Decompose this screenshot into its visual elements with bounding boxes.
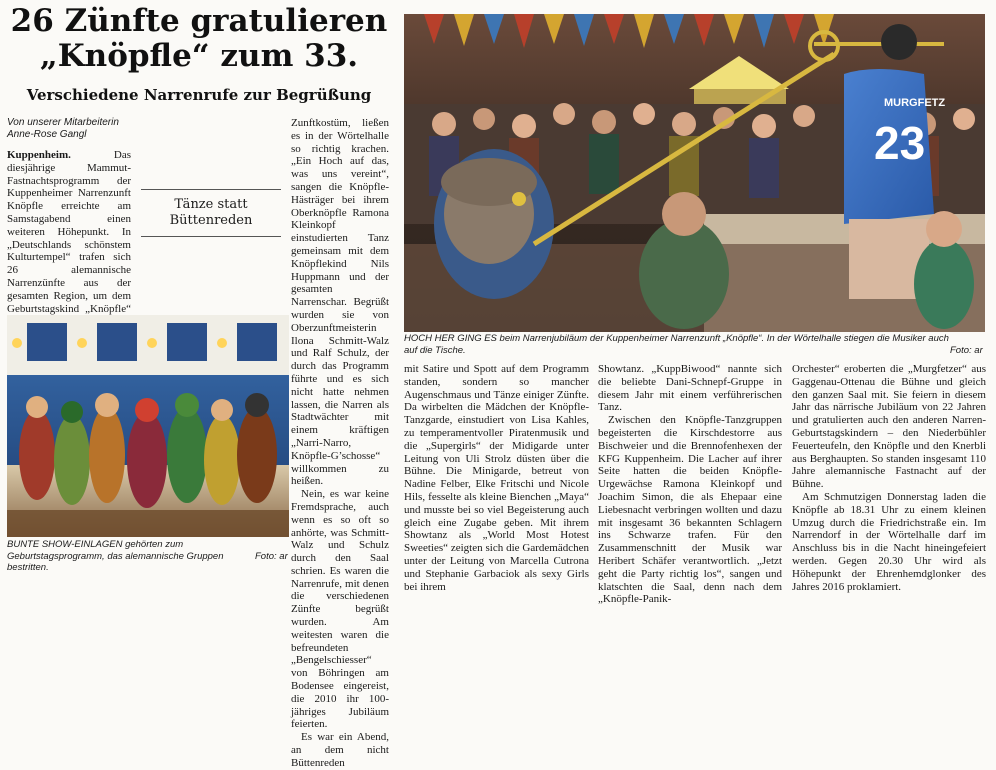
article-column-2 [291,117,389,769]
article-text-col4: Showtanz. „KuppBiwood“ nannte sich die beliebte Dani-Schnepf-Gruppe in diesem Jahr mit einem verführerischen Tanz. [598,363,782,414]
photo-festival-caption-lead: HOCH HER GING ES [404,333,497,344]
headline-line-1: 26 Zünfte gratulieren [10,3,388,39]
article-column-4 [598,363,782,606]
article-text-col5: Orchester“ eroberten die „Murgfetzer“ aus Gaggenau-Ottenau die Bühne und gleich den ganzen Saal mit. Sie feiern in diesem Jahr das närrische Jubiläum von 22 Jahren und gratulierten auch den anderen Narren-Geburtstagskindern – den Niederbühler Feuerteufeln, den Knöpfle und den Knerbli aus Berghaupten. So standen insgesamt 110 Jahre alemannische Fastnacht auf der Bühne. [792,363,986,491]
article-text-col2-p2: Nein, es war keine Fremdsprache, auch wenn es so oft so anhörte, was Schmitt-Walz und Schulz durch den Saal schrien. Es waren die Narrenrufe, mit denen die verschiedenen Zünfte begrüßt wurden. Am weitesten waren die befreundeten „Bengelschiesser“ von Böhringen am Bodensee eingereist, die 2010 ihr 100-jähriges Jubiläum feierten. [291,488,389,731]
article-text-col5-p2: Am Schmutzigen Donnerstag laden die Knöpfle ab 18.31 Uhr zu einem kleinen Umzug durch die Friedrichstraße ein. Im Narrendorf in der Wörtelhalle darf im Anschluss bis in die Nacht hineingefeiert werden. Gegen 20.30 Uhr wird als Höhepunkt der Ehrenhemdglonker des Jahres 2016 proklamiert. [792,490,986,593]
pull-quote [141,189,281,237]
article-text-col3: mit Satire und Spott auf dem Programm standen, sondern so mancher Augenschmaus und Tänze einiger Zünfte. Da wirbelten die Mädchen der Knöpfle-Tanzgarde, einstudiert von Lisa Kahles, zu temperamentvoller Piratenmusik und die „Supergirls“ der Midigarde unter Leitung von Uli Strolz düsten über die Bühne. Die Minigarde, betreut von Nadine Felber, Elke Fritschi und Nicole Hils, fesselte als kleine Bienchen „Maya“ und musste bei so viel Begeisterung auch gleich eine Zugabe geben. Mit ihrem Showtanz als „World Most Hotest Sweeties“ zeigten sich die Gardemädchen unter der Leitung von Marcella Cutrona und Stephanie Garbaciok als sexy Girls bei ihrem [404,363,589,593]
photo-show-caption-lead: BUNTE SHOW-EINLAGEN [7,539,123,550]
article-text-col2: Zunftkostüm, ließen es in der Wörtelhalle so richtig krachen. „Ein Hoch auf das, was uns vereint“, sangen die Knöpfle-Hästräger bei ihrem Oberknöpfle Ramona Kleinkopf einstudierten Tanz gemeinsam mit dem Knöpflekind Nils Huppmann und der gesamten Narrenschar. Begrüßt wurden sie von Oberzunftmeisterin Ilona Schmitt-Walz und Ralf Schulz, der durch das Programm führte und es sich nicht hatte nehmen lassen, die Narren als Stadtwächter mit einem kräftigen „Narri-Narro, Knöpfle-G’schosse“ willkommen zu heißen. [291,117,389,488]
photo-show-groups [7,315,289,537]
photo-festival-hall [404,14,985,332]
photo-show-caption [7,539,237,574]
byline-line-1: Von unserer Mitarbeiterin [7,117,119,128]
article-text-col2-p3: Es war ein Abend, an dem nicht Büttenreden [291,731,389,769]
photo-festival-caption [404,333,949,356]
pull-quote-line-1: Tänze statt [174,197,248,212]
dateline: Kuppenheim. [7,149,71,161]
photo-show-credit: Foto: ar [255,551,288,562]
article-column-1 [7,149,131,315]
article-text-col4-p2: Zwischen den Knöpfle-Tanzgruppen begeisterten die Kirschdestorre aus Bischweier und die Brennofenhexen der KFG Kuppenheim. Die Lacher auf ihrer Seite hatten die beiden Knöpfle-Urgewächse Ramona Kleinkopf und Joachim Simon, die als Ehepaar eine Liebesnacht verbringen wollten und dazu mit insgesamt 36 bekannten Schlagern ins Schwarze trafen. Für den Zusammenschnitt der Musik war Heribert Schäfer verantwortlich. „Jetzt geht die Party richtig los“, sangen und klatschten die Saal, denn nach dem „Knöpfle-Panik- [598,414,782,606]
article-column-3 [404,363,589,593]
photo-festival-credit: Foto: ar [950,345,983,356]
photo-show-caption-text: gehörten zum Geburtstagsprogramm, das alemannische Gruppen bestritten. [7,539,224,573]
article-text-col1: Das diesjährige Mammut-Fastnachtsprogramm der Kuppenheimer Narrenzunft Knöpfle erreichte am Samstagabend einen weiteren Höhepunkt. In „Deutschlands schönstem Kulturtempel“ trafen sich 26 alemannische Narrenzünfte aus der gesamten Region, um dem Geburtstagskind „Knöpfle“ [7,149,131,315]
headline [0,4,398,74]
byline [7,117,127,141]
article-column-5 [792,363,986,593]
subheadline: Verschiedene Narrenrufe zur Begrüßung [26,86,372,104]
photo-festival-caption-text: beim Narrenjubiläum der Kuppenheimer Narrenzunft „Knöpfle“. In der Wörtelhalle stiegen die Musiker auch auf die Tische. [404,333,949,356]
jersey-number: 23 [874,117,926,169]
headline-line-2: „Knöpfle“ zum 33. [39,38,359,74]
byline-line-2: Anne-Rose Gangl [7,129,87,140]
jersey-text: MURGFETZ [884,97,946,109]
pull-quote-line-2: Büttenreden [169,213,253,228]
